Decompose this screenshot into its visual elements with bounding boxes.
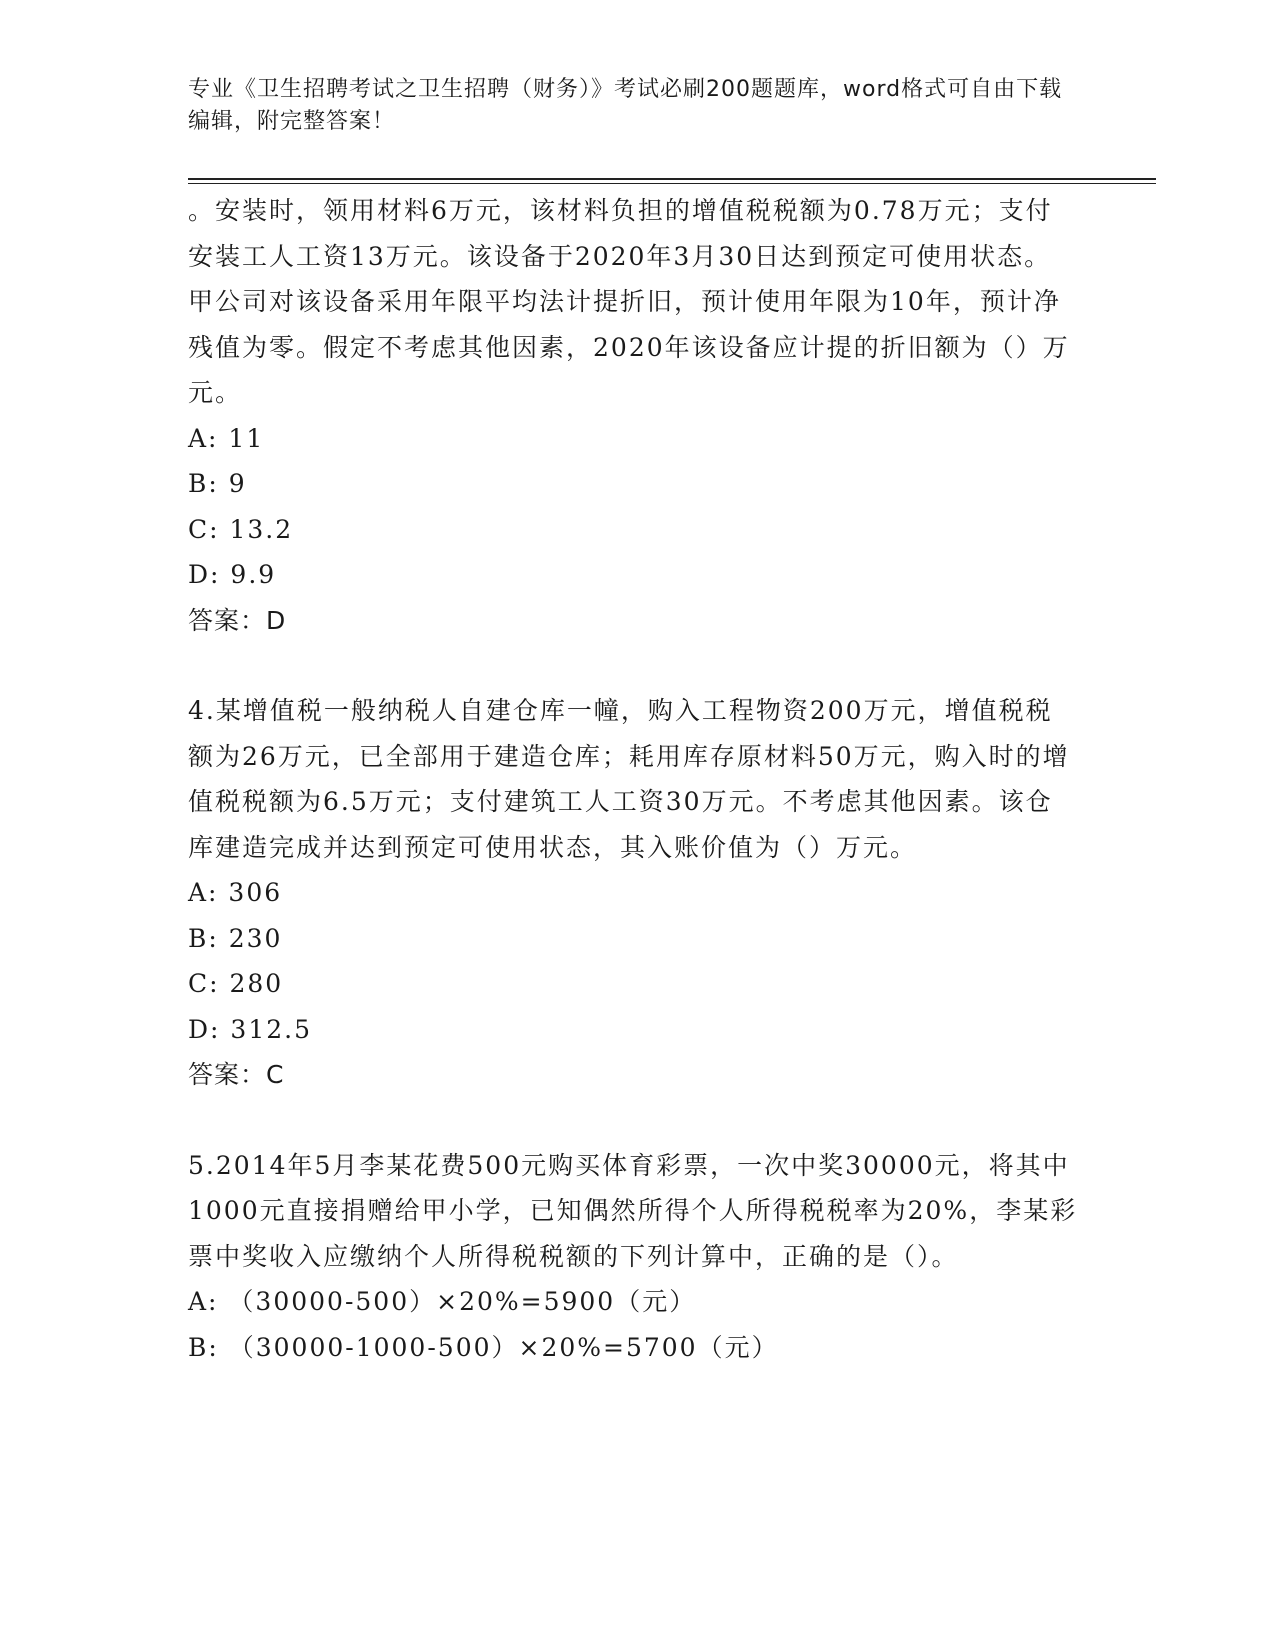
answer: 答案：C (188, 1060, 285, 1089)
answer: 答案：D (188, 605, 287, 635)
spacer (188, 643, 1078, 688)
option-b: B: 9 (188, 469, 247, 498)
option-d: D: 312.5 (188, 1014, 312, 1044)
question-4 (188, 688, 1078, 1098)
option-c: C: 13.2 (188, 514, 294, 544)
question-text: 5.2014年5月李某花费500元购买体育彩票，一次中奖30000元，将其中1000元直接捐赠给甲小学，已知偶然所得个人所得税税率为20%，李某彩票中奖收入应缴纳个人所得税税额的下列计算中，正确的是（）。 (188, 1150, 1078, 1271)
option-b: B: （30000-1000-500）×20%=5700（元） (188, 1332, 779, 1362)
option-a: A: 11 (188, 423, 265, 453)
header-divider-thin (188, 183, 1156, 184)
option-d: D: 9.9 (188, 560, 277, 589)
document-body (188, 188, 1078, 1370)
question-text: 。安装时，领用材料6万元，该材料负担的增值税税额为0.78万元；支付安装工人工资13万元。该设备于2020年3月30日达到预定可使用状态。甲公司对该设备采用年限平均法计提折旧，预计使用年限为10年，预计净残值为零。假定不考虑其他因素，2020年该设备应计提的折旧额为（）万元。 (188, 196, 1070, 407)
question-5 (188, 1143, 1078, 1371)
option-c: C: 280 (188, 969, 284, 998)
option-a: A: 306 (188, 878, 283, 907)
option-a: A: （30000-500）×20%=5900（元） (188, 1287, 697, 1316)
document-header: 专业《卫生招聘考试之卫生招聘（财务）》考试必刷200题题库，word格式可自由下载编辑，附完整答案！ (188, 77, 1063, 134)
question-3 (188, 188, 1078, 643)
question-text: 4.某增值税一般纳税人自建仓库一幢，购入工程物资200万元，增值税税额为26万元，已全部用于建造仓库；耗用库存原材料50万元，购入时的增值税税额为6.5万元；支付建筑工人工资30万元。不考虑其他因素。该仓库建造完成并达到预定可使用状态，其入账价值为（）万元。 (188, 696, 1070, 862)
option-b: B: 230 (188, 923, 283, 953)
header-divider-thick (188, 178, 1156, 180)
spacer (188, 1098, 1078, 1143)
